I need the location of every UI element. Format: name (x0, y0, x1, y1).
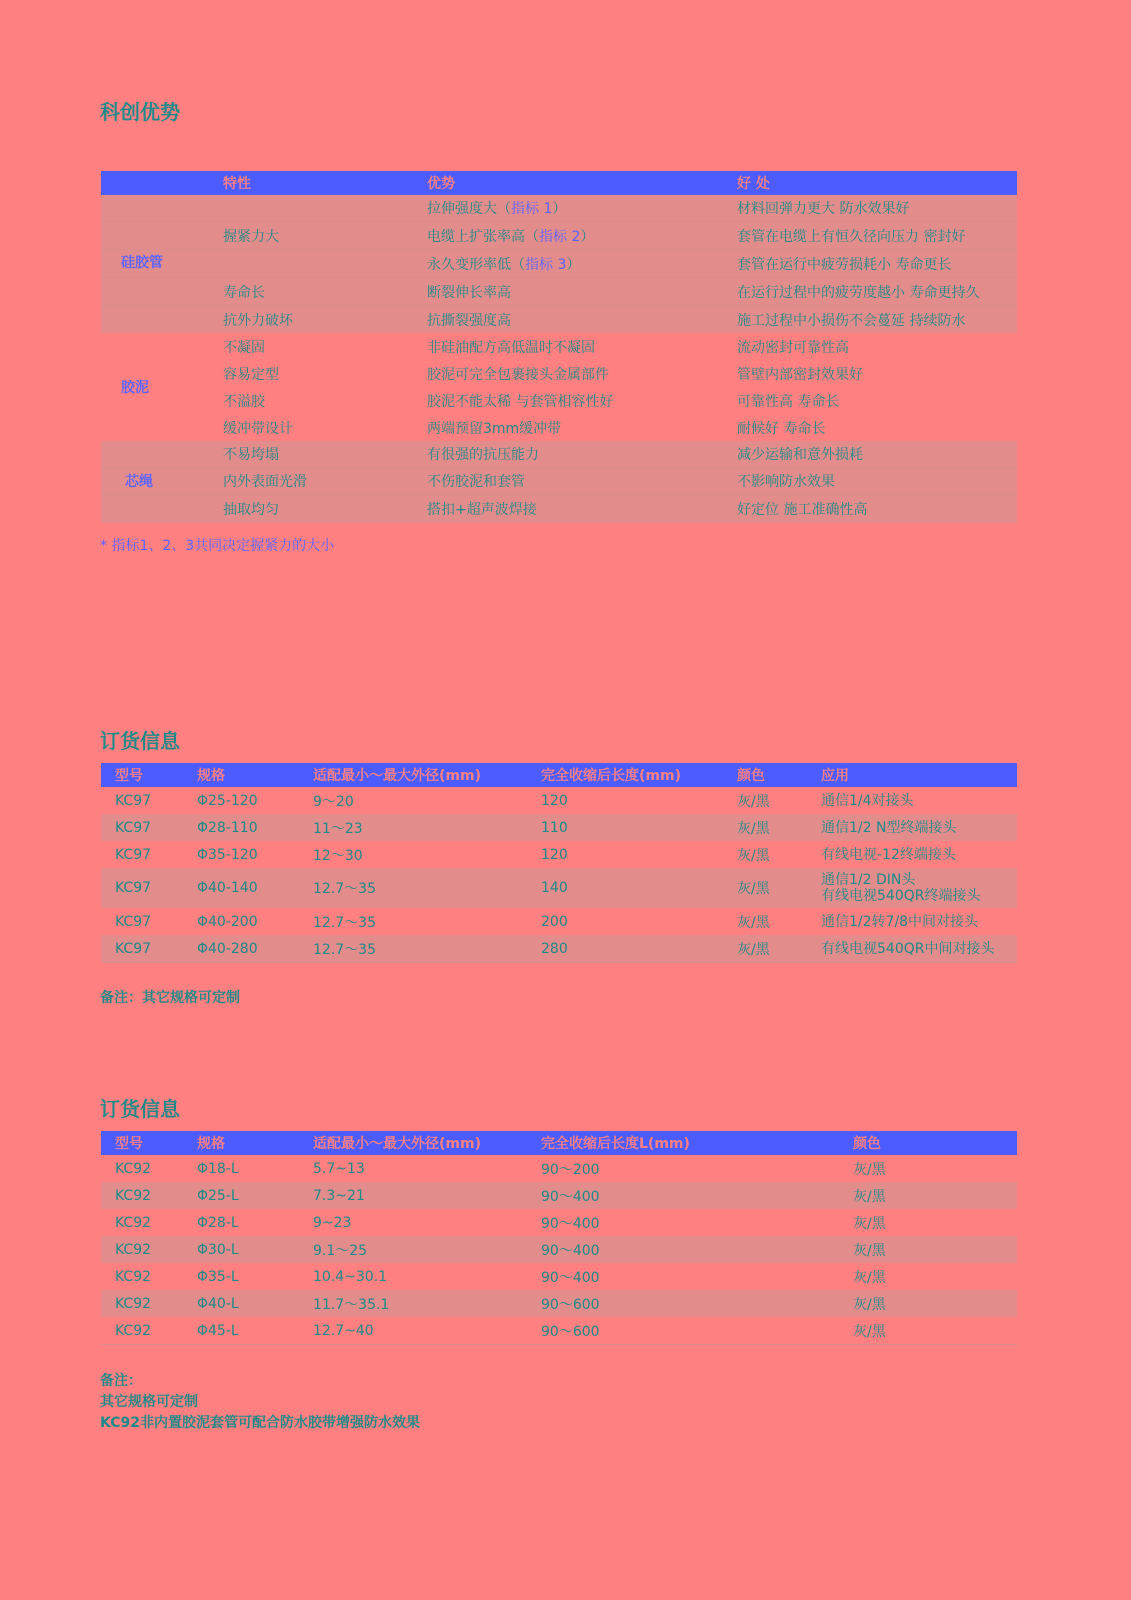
table-row (101, 935, 1017, 963)
header-spec: 规格 (197, 768, 225, 784)
table-row (101, 278, 1017, 306)
color-cell: 灰/黑 (737, 881, 770, 897)
order2-note (100, 1371, 420, 1434)
diameter-cell: 9~23 (313, 1214, 352, 1231)
length-cell: 90～200 (541, 1161, 600, 1178)
diameter-cell: 11～23 (313, 820, 363, 837)
table-row (101, 306, 1017, 333)
benefit-cell: 耐候好 寿命长 (737, 420, 826, 437)
table-row (101, 1155, 1017, 1182)
length-cell: 120 (541, 792, 568, 809)
application-cell: 有线电视540QR中间对接头 (821, 940, 995, 957)
model-cell: KC92 (115, 1187, 152, 1204)
header-model: 型号 (115, 1136, 143, 1152)
advantages-footnote: * 指标1、2、3共同决定握紧力的大小 (100, 538, 335, 554)
diameter-cell: 9.1～25 (313, 1242, 368, 1259)
spec-cell: Φ28-L (197, 1214, 239, 1231)
header-feature: 特性 (223, 176, 251, 192)
table-row (101, 1317, 1017, 1345)
length-cell: 90～600 (541, 1296, 600, 1313)
feature-cell: 不溢胶 (223, 393, 265, 410)
header-application: 应用 (821, 768, 849, 784)
spec-cell: Φ30-L (197, 1241, 239, 1258)
diameter-cell: 10.4~30.1 (313, 1268, 388, 1285)
diameter-cell: 12.7～35 (313, 881, 376, 897)
benefit-cell: 可靠性高 寿命长 (737, 393, 840, 410)
table-header (101, 171, 1017, 195)
diameter-cell: 5.7~13 (313, 1160, 365, 1177)
table-row (101, 195, 1017, 222)
advantage-cell: 拉伸强度大（指标 1） (427, 201, 567, 217)
benefit-cell: 管壁内部密封效果好 (737, 366, 863, 383)
length-cell: 90～400 (541, 1215, 600, 1232)
table-row (101, 1182, 1017, 1209)
header-diameter: 适配最小～最大外径(mm) (313, 1136, 481, 1152)
spec-cell: Φ25-120 (197, 792, 258, 809)
advantages-table (101, 171, 1017, 523)
benefit-cell: 好定位 施工准确性高 (737, 502, 868, 518)
application-cell: 通信1/2 DIN头 有线电视540QR终端接头 (821, 872, 981, 904)
color-cell: 灰/黑 (737, 941, 770, 958)
benefit-cell: 材料回弹力更大 防水效果好 (737, 201, 910, 217)
header-advantage: 优势 (427, 176, 455, 192)
diameter-cell: 12.7～35 (313, 941, 376, 958)
group-label: 硅胶管 (121, 255, 163, 271)
length-cell: 120 (541, 846, 568, 863)
table-row (101, 250, 1017, 278)
table-row (101, 1236, 1017, 1263)
spec-cell: Φ45-L (197, 1322, 239, 1339)
color-cell: 灰/黑 (737, 847, 770, 864)
color-cell: 灰/黑 (853, 1323, 886, 1340)
header-length: 完全收缩后长度(mm) (541, 768, 681, 784)
feature-cell: 不易垮塌 (223, 447, 279, 463)
length-cell: 90～400 (541, 1188, 600, 1205)
length-cell: 90～600 (541, 1323, 600, 1340)
table-row (101, 787, 1017, 814)
diameter-cell: 11.7～35.1 (313, 1296, 390, 1313)
order1-note: 备注：其它规格可定制 (100, 990, 240, 1006)
note-line: 备注： (100, 1373, 142, 1389)
advantage-cell: 胶泥可完全包裹接头金属部件 (427, 366, 609, 383)
spec-cell: Φ28-110 (197, 819, 258, 836)
group-label: 胶泥 (121, 380, 149, 396)
header-color: 颜色 (853, 1136, 881, 1152)
diameter-cell: 12.7～35 (313, 914, 376, 931)
header-diameter: 适配最小～最大外径(mm) (313, 768, 481, 784)
table-row (101, 222, 1017, 250)
table-row (101, 441, 1017, 468)
color-cell: 灰/黑 (853, 1188, 886, 1205)
diameter-cell: 12～30 (313, 847, 363, 864)
advantage-cell: 两端预留3mm缓冲带 (427, 420, 562, 437)
spec-cell: Φ40-140 (197, 880, 258, 896)
group-core-rope (101, 441, 1017, 523)
header-spec: 规格 (197, 1136, 225, 1152)
benefit-cell: 减少运输和意外损耗 (737, 447, 863, 463)
spec-cell: Φ35-120 (197, 846, 258, 863)
advantage-cell: 搭扣+超声波焊接 (427, 502, 537, 518)
advantage-cell: 非硅油配方高低温时不凝固 (427, 339, 595, 356)
color-cell: 灰/黑 (737, 793, 770, 810)
spec-cell: Φ40-200 (197, 913, 258, 930)
model-cell: KC92 (115, 1322, 152, 1339)
order2-table (101, 1131, 1017, 1345)
advantage-cell: 抗撕裂强度高 (427, 312, 511, 329)
group-label: 芯绳 (125, 474, 153, 490)
table-row (101, 414, 1017, 441)
advantage-cell: 断裂伸长率高 (427, 284, 511, 301)
length-cell: 110 (541, 819, 568, 836)
advantages-title: 科创优势 (100, 100, 180, 124)
benefit-cell: 套管在电缆上有恒久径向压力 密封好 (737, 228, 966, 245)
table-row (101, 814, 1017, 841)
model-cell: KC97 (115, 880, 152, 896)
order2-title: 订货信息 (100, 1097, 180, 1121)
feature-cell: 缓冲带设计 (223, 420, 293, 437)
application-cell: 有线电视-12终端接头 (821, 846, 956, 863)
diameter-cell: 9～20 (313, 793, 354, 810)
benefit-cell: 在运行过程中的疲劳度越小 寿命更持久 (737, 284, 980, 301)
table-header (101, 763, 1017, 787)
table-row (101, 495, 1017, 523)
benefit-cell: 流动密封可靠性高 (737, 339, 849, 356)
feature-cell: 不凝固 (223, 339, 265, 356)
model-cell: KC97 (115, 792, 152, 809)
group-sealant (101, 333, 1017, 441)
header-model: 型号 (115, 768, 143, 784)
model-cell: KC97 (115, 846, 152, 863)
spec-cell: Φ40-L (197, 1295, 239, 1312)
table-row (101, 1209, 1017, 1236)
model-cell: KC92 (115, 1241, 152, 1258)
application-cell: 通信1/2转7/8中间对接头 (821, 913, 979, 930)
table-header (101, 1131, 1017, 1155)
color-cell: 灰/黑 (853, 1296, 886, 1313)
spec-cell: Φ25-L (197, 1187, 239, 1204)
table-row (101, 908, 1017, 935)
order1-title: 订货信息 (100, 729, 180, 753)
header-length: 完全收缩后长度L(mm) (541, 1136, 690, 1152)
feature-cell: 握紧力大 (223, 228, 279, 245)
model-cell: KC97 (115, 940, 152, 957)
spec-cell: Φ35-L (197, 1268, 239, 1285)
feature-cell: 寿命长 (223, 284, 265, 301)
advantage-cell: 不伤胶泥和套管 (427, 474, 525, 490)
color-cell: 灰/黑 (853, 1242, 886, 1259)
table-row (101, 360, 1017, 387)
length-cell: 200 (541, 913, 568, 930)
table-row (101, 1263, 1017, 1290)
model-cell: KC92 (115, 1214, 152, 1231)
length-cell: 140 (541, 880, 568, 896)
color-cell: 灰/黑 (853, 1161, 886, 1178)
advantage-cell: 电缆上扩张率高（指标 2） (427, 228, 595, 245)
benefit-cell: 套管在运行中疲劳损耗小 寿命更长 (737, 256, 952, 273)
spec-cell: Φ40-280 (197, 940, 258, 957)
color-cell: 灰/黑 (853, 1215, 886, 1232)
spec-cell: Φ18-L (197, 1160, 239, 1177)
group-silicone (101, 195, 1017, 333)
diameter-cell: 12.7~40 (313, 1322, 374, 1339)
application-cell: 通信1/4对接头 (821, 792, 914, 809)
header-color: 颜色 (737, 768, 765, 784)
diameter-cell: 7.3~21 (313, 1187, 365, 1204)
feature-cell: 容易定型 (223, 366, 279, 383)
note-line: 其它规格可定制 (100, 1394, 198, 1410)
color-cell: 灰/黑 (737, 820, 770, 837)
feature-cell: 抗外力破坏 (223, 312, 293, 329)
benefit-cell: 不影响防水效果 (737, 474, 835, 490)
feature-cell: 抽取均匀 (223, 502, 279, 518)
benefit-cell: 施工过程中小损伤不会蔓延 持续防水 (737, 312, 966, 329)
model-cell: KC92 (115, 1160, 152, 1177)
application-cell: 通信1/2 N型终端接头 (821, 819, 957, 836)
table-row (101, 1290, 1017, 1317)
advantage-cell: 有很强的抗压能力 (427, 447, 539, 463)
advantage-cell: 胶泥不能太稀 与套管相容性好 (427, 393, 614, 410)
model-cell: KC97 (115, 913, 152, 930)
length-cell: 90～400 (541, 1242, 600, 1259)
model-cell: KC92 (115, 1268, 152, 1285)
length-cell: 280 (541, 940, 568, 957)
length-cell: 90～400 (541, 1269, 600, 1286)
color-cell: 灰/黑 (737, 914, 770, 931)
color-cell: 灰/黑 (853, 1269, 886, 1286)
header-benefit: 好 处 (737, 176, 770, 192)
feature-cell: 内外表面光滑 (223, 474, 307, 490)
table-row (101, 468, 1017, 495)
note-line: KC92非内置胶泥套管可配合防水胶带增强防水效果 (100, 1415, 420, 1431)
table-row (101, 841, 1017, 868)
model-cell: KC97 (115, 819, 152, 836)
table-row (101, 387, 1017, 414)
model-cell: KC92 (115, 1295, 152, 1312)
table-row (101, 868, 1017, 908)
order1-table (101, 763, 1017, 963)
advantage-cell: 永久变形率低（指标 3） (427, 256, 581, 273)
table-row (101, 333, 1017, 360)
